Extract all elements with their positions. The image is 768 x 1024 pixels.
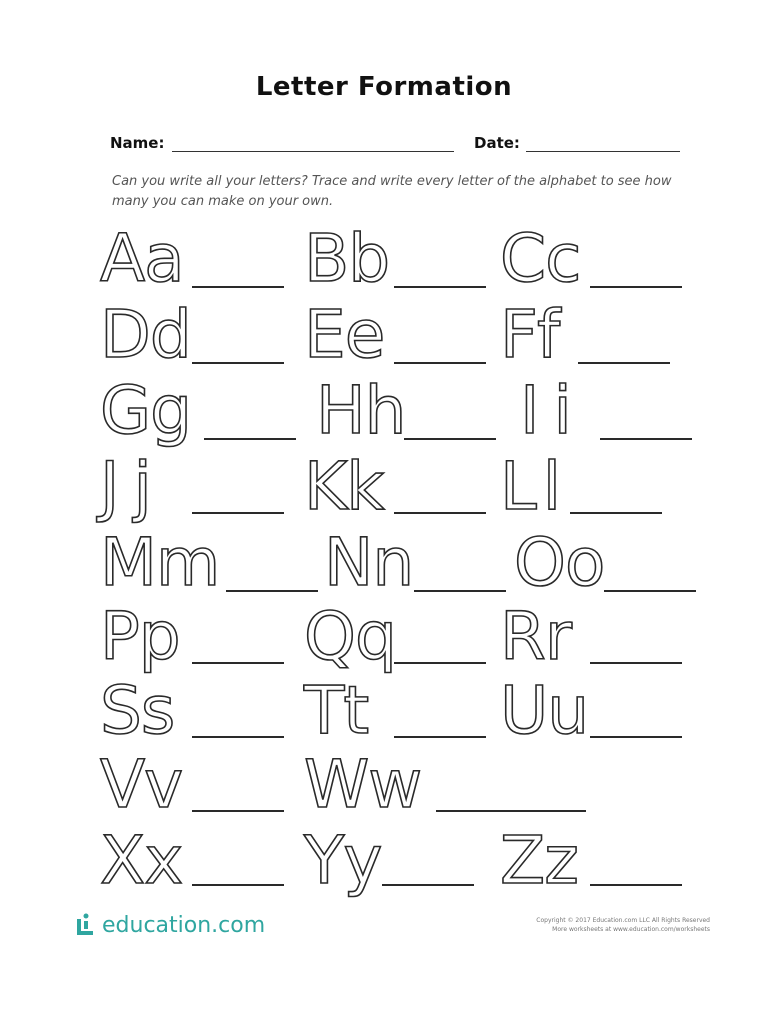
education-logo[interactable] [74, 910, 265, 940]
write-line[interactable] [604, 590, 696, 592]
letter-pair-gg: Gg [100, 372, 192, 449]
letter-pair-hh: Hh [316, 372, 406, 449]
letter-pair-nn: Nn [324, 524, 414, 601]
letter-pair-ss: Ss [100, 672, 175, 749]
write-line[interactable] [192, 736, 284, 738]
letter-pair-tt: Tt [304, 672, 369, 749]
date-field-line[interactable] [526, 151, 680, 152]
write-line[interactable] [578, 362, 670, 364]
letter-pair-qq: Qq [304, 598, 396, 675]
worksheet-title: Letter Formation [255, 72, 513, 102]
letter-pair-kk: Kk [304, 448, 384, 525]
date-label: Date: [474, 134, 520, 152]
write-line[interactable] [394, 662, 486, 664]
letter-pair-ii: Ii [520, 372, 586, 449]
write-line[interactable] [192, 662, 284, 664]
write-line[interactable] [590, 736, 682, 738]
letter-pair-ll: Ll [500, 448, 568, 525]
letter-pair-dd: Dd [100, 296, 191, 373]
logo-text: education.com [102, 912, 266, 938]
write-line[interactable] [404, 438, 496, 440]
letter-pair-zz: Zz [500, 822, 578, 899]
letter-pair-oo: Oo [514, 524, 605, 601]
write-line[interactable] [204, 438, 296, 440]
letter-pair-uu: Uu [500, 672, 589, 749]
write-line[interactable] [192, 362, 284, 364]
write-line[interactable] [192, 512, 284, 514]
letter-pair-ww: Ww [304, 746, 422, 823]
write-line[interactable] [394, 736, 486, 738]
write-line[interactable] [570, 512, 662, 514]
copyright-text [440, 916, 710, 934]
name-field-line[interactable] [172, 151, 454, 152]
write-line[interactable] [436, 810, 586, 812]
write-line[interactable] [600, 438, 692, 440]
write-line[interactable] [394, 362, 486, 364]
letter-pair-pp: Pp [100, 598, 180, 675]
letter-pair-cc: Cc [500, 220, 581, 297]
write-line[interactable] [382, 884, 474, 886]
write-line[interactable] [590, 884, 682, 886]
copyright-line-1: Copyright © 2017 Education.com LLC All Rights Reserved [536, 917, 710, 924]
write-line[interactable] [394, 512, 486, 514]
write-line[interactable] [414, 590, 506, 592]
letter-pair-rr: Rr [500, 598, 571, 675]
write-line[interactable] [192, 286, 284, 288]
write-line[interactable] [590, 286, 682, 288]
letter-pair-mm: Mm [100, 524, 220, 601]
letter-pair-jj: Jj [100, 448, 166, 525]
letter-pair-vv: Vv [100, 746, 183, 823]
write-line[interactable] [226, 590, 318, 592]
letter-pair-ff: Ff [500, 296, 560, 373]
letter-pair-bb: Bb [304, 220, 390, 297]
write-line[interactable] [590, 662, 682, 664]
letter-pair-ee: Ee [304, 296, 385, 373]
write-line[interactable] [192, 884, 284, 886]
education-logo-icon [74, 911, 98, 939]
letter-pair-yy: Yy [304, 822, 382, 899]
instructions-text: Can you write all your letters? Trace and write every letter of the alphabet to see how many you can make on your own. [112, 174, 672, 209]
letter-pair-xx: Xx [100, 822, 183, 899]
write-line[interactable] [192, 810, 284, 812]
letter-pair-aa: Aa [100, 220, 184, 297]
write-line[interactable] [394, 286, 486, 288]
name-label: Name: [110, 134, 165, 152]
copyright-line-2: More worksheets at www.education.com/worksheets [552, 926, 710, 933]
